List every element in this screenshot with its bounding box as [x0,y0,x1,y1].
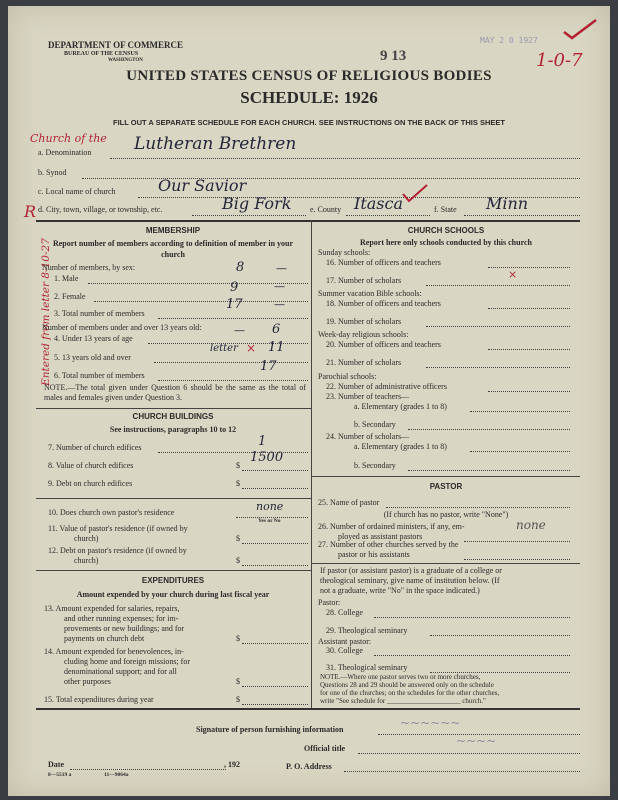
date-label: Date [48,760,64,769]
q7-label: 7. Number of church edifices [48,443,142,452]
city-value: Big Fork [222,194,292,213]
q5-x-mark: × [246,341,257,355]
instruction: FILL OUT A SEPARATE SCHEDULE FOR EACH CHURCH. SEE INSTRUCTIONS ON THE BACK OF THIS SHEET [113,118,505,127]
county-value: Itasca [354,194,403,213]
local-name-value: Our Savior [158,176,247,195]
graduate-note: If pastor (or assistant pastor) is a graduate of a college or [320,566,502,575]
q17-label: 17. Number of scholars [326,276,402,285]
schools-heading: CHURCH SCHOOLS [407,226,485,235]
q3-label: 3. Total number of members [54,309,145,318]
denomination-value: Lutheran Brethren [134,134,297,154]
q15-label: 15. Total expenditures during year [44,695,154,704]
q16-label: 16. Number of officers and teachers [326,258,441,267]
q22-label: 22. Number of administrative officers [326,382,447,391]
q21-label: 21. Number of scholars [326,358,402,367]
buildings-heading: CHURCH BUILDINGS [132,412,214,421]
official-title-value: ~~~~ [456,734,497,748]
schools-intro: Report here only schools conducted by this church [360,238,532,247]
q8-label: 8. Value of church edifices [48,461,134,470]
margin-note: Entered from letter 8-10-27 [39,238,52,386]
by-sex-label: Number of members, by sex: [42,263,136,272]
signature-label: Signature of person furnishing information [196,725,344,734]
corner-mark: 1-0-7 [536,50,583,71]
q3-mark: — [274,298,285,311]
membership-heading: MEMBERSHIP [145,226,201,235]
check-mark-icon [560,16,600,42]
q12-label: 12. Debt on pastor's residence (if owned by [48,546,187,555]
q1-mark: — [276,262,287,275]
q5-label: 5. 13 years old and over [54,353,131,362]
q2-mark: — [274,280,285,293]
q25-label: 25. Name of pastor [318,498,380,507]
q28-label: 28. College [326,608,363,617]
q6-value: 17 [260,359,277,374]
q10-label: 10. Does church own pastor's residence [48,508,175,517]
form-title: UNITED STATES CENSUS OF RELIGIOUS BODIES [126,68,492,84]
po-address-label: P. O. Address [286,762,332,771]
q4-label: 4. Under 13 years of age [54,334,133,343]
q27-label: 27. Number of other churches served by the [318,540,459,549]
q5-value: 11 [268,340,285,355]
q6-label: 6. Total number of members [54,371,145,380]
check-mark-icon [400,182,430,204]
q19-label: 19. Number of scholars [326,317,402,326]
q14-label: 14. Amount expended for benevolences, in- [44,647,184,656]
state-label: f. State [434,205,457,214]
q29-label: 29. Theological seminary [326,626,408,635]
denomination-prefix: Church of the [30,132,107,145]
q5-note: letter [210,343,238,354]
state-value: Minn [486,194,529,213]
q24-label: 24. Number of scholars— [326,432,410,441]
dept-name: DEPARTMENT OF COMMERCE [48,40,184,50]
census-form: 1-0-7 DEPARTMENT OF COMMERCE BUREAU OF THE CENSUS WASHINGTON 9 13 MAY 2 0 1927 UNITED STATES CENSUS OF RELIGIOUS BODIES SCHEDULE: 1926 FILL OUT A SEPARATE SCHEDULE FOR EACH CHURCH. SEE INSTRUCTIONS ON THE BACK OF THIS SHEET Church of the a. Denomination Lutheran Brethren b. Synod c. Local name of church Our Savior d. City, town, village, or township, etc. Big Fork e. County Itasca f. State Minn Entered from letter 8-10-27 R MEMBERSHIP Report number of members according to definition of member in your church Number of members, by sex: 1. Male 8 — 2. Female 9 — 3. Total number of members 17 — Number of members under and over 13 years old: 4. Under 13 years of age — 6 5. 13 years old and over letter × 11 6. Total number of members 17 NOTE.—The total given under Question 6 should be the same as the total of males and females given under Question 3. CHURCH BUILDINGS See instructions, paragraphs 10 to 12 7. Number of church edifices 1 8. Value of church edifices $ 1500 9. Debt on church edifices $ 10. Does church own pastor's residence none Yes or No 11. Value of pastor's residence (if owned by church) $ 12. Debt on pastor's residence (if owned by church) $ EXPENDITURES Amount expended by your church during last fiscal year 13. Amount expended for salaries, repairs, and other running expenses; for im- provements or new buildings; and for payments on church debt $ 14. Amount expended for benevolences, in- cluding home and foreign missions; for denominational support; and for all other purposes $ 15. Total expenditures during year $ CHURCH SCHOOLS Report here only schools conducted by this church Sunday schools: 16. Number of officers and teachers 17. Number of scholars × Summer vacation Bible schools: 18. Number of officers and teachers 19. Number of scholars Week-day religious schools: 20. Number of officers and teachers 21. Number of scholars Parochial schools: 22. Number of administrative officers 23. Number of teachers— a. Elementary (grades 1 to 8) b. Secondary 24. Number of scholars— a. Elementary (grades 1 to 8) b. Secondary PASTOR 25. Name of pastor (If church has no pastor, write "None") 26. Number of ordained ministers, if any, em- ployed as assistant pastors none 27. Number of other churches served by the pastor or his assistants If pastor (or assistant pastor) is a graduate of a college or theological seminary, give name of institution below. (If not a graduate, write "No" in the space indicated.) Pastor: 28. College 29. Theological seminary Assistant pastor: 30. College 31. Theological seminary NOTE.—Where one pastor serves two or more churches, Questions 28 and 29 should be answered only on the schedule for one of the churches; on the schedules for the other churches, write "See schedule for _____________________ church." Signature of person furnishing information ~~~~~~ Official title ~~~~ Date , 192 P. O. Address 8—5519 a 11—9064a [8,6,610,796]
q20-label: 20. Number of officers and teachers [326,340,441,349]
bureau-name: BUREAU OF THE CENSUS [64,51,139,57]
form-code-2: 11—9064a [104,772,129,778]
buildings-intro: See instructions, paragraphs 10 to 12 [109,425,237,434]
expenditures-heading: EXPENDITURES [141,576,205,585]
q9-label: 9. Debt on church edifices [48,479,133,488]
form-subtitle: SCHEDULE: 1926 [240,88,378,107]
q26-value: none [516,518,546,532]
q17-x-mark: × [508,268,518,281]
membership-note: NOTE.—The total given under Question 6 should be the same as the total of males and females given under Question 3. [44,383,306,402]
q8-value: 1500 [250,450,284,465]
age-intro: Number of members under and over 13 years old: [42,323,202,332]
margin-mark: R [24,202,37,221]
city-name: WASHINGTON [108,58,143,63]
q2-label: 2. Female [54,292,86,301]
pastor-note: NOTE.—Where one pastor serves two or more churches, [320,673,481,681]
date-stamp: MAY 2 0 1927 [480,36,538,45]
q30-label: 30. College [326,646,363,655]
form-code-1: 8—5519 a [48,772,72,778]
city-label: d. City, town, village, or township, etc. [38,205,163,214]
q7-value: 1 [258,434,267,449]
year-label: , 192 [224,760,240,769]
q13-label: 13. Amount expended for salaries, repairs, [44,604,180,613]
q3-value: 17 [226,297,243,312]
q26-label: 26. Number of ordained ministers, if any, em- [318,522,465,531]
q18-label: 18. Number of officers and teachers [326,299,441,308]
q4-mark: — [234,324,245,337]
q4-value: 6 [272,322,281,337]
local-name-label: c. Local name of church [38,187,116,196]
q10-value: none [256,500,284,513]
synod-label: b. Synod [38,168,67,177]
stamp-number: 9 13 [380,48,407,64]
q23-label: 23. Number of teachers— [326,392,410,401]
signature-value: ~~~~~~ [400,716,461,730]
yes-no-hint: Yes or No [258,518,281,524]
pastor-heading: PASTOR [429,482,463,491]
q2-value: 9 [230,280,239,295]
membership-intro: Report number of members according to definition of member in your church [52,239,294,259]
q1-value: 8 [236,260,245,275]
q1-label: 1. Male [54,274,79,283]
official-title-label: Official title [304,744,346,753]
county-label: e. County [310,205,342,214]
q31-label: 31. Theological seminary [326,663,408,672]
expenditures-intro: Amount expended by your church during last fiscal year [76,590,270,599]
q11-label: 11. Value of pastor's residence (if owned by [48,524,188,533]
denomination-label: a. Denomination [38,148,92,157]
